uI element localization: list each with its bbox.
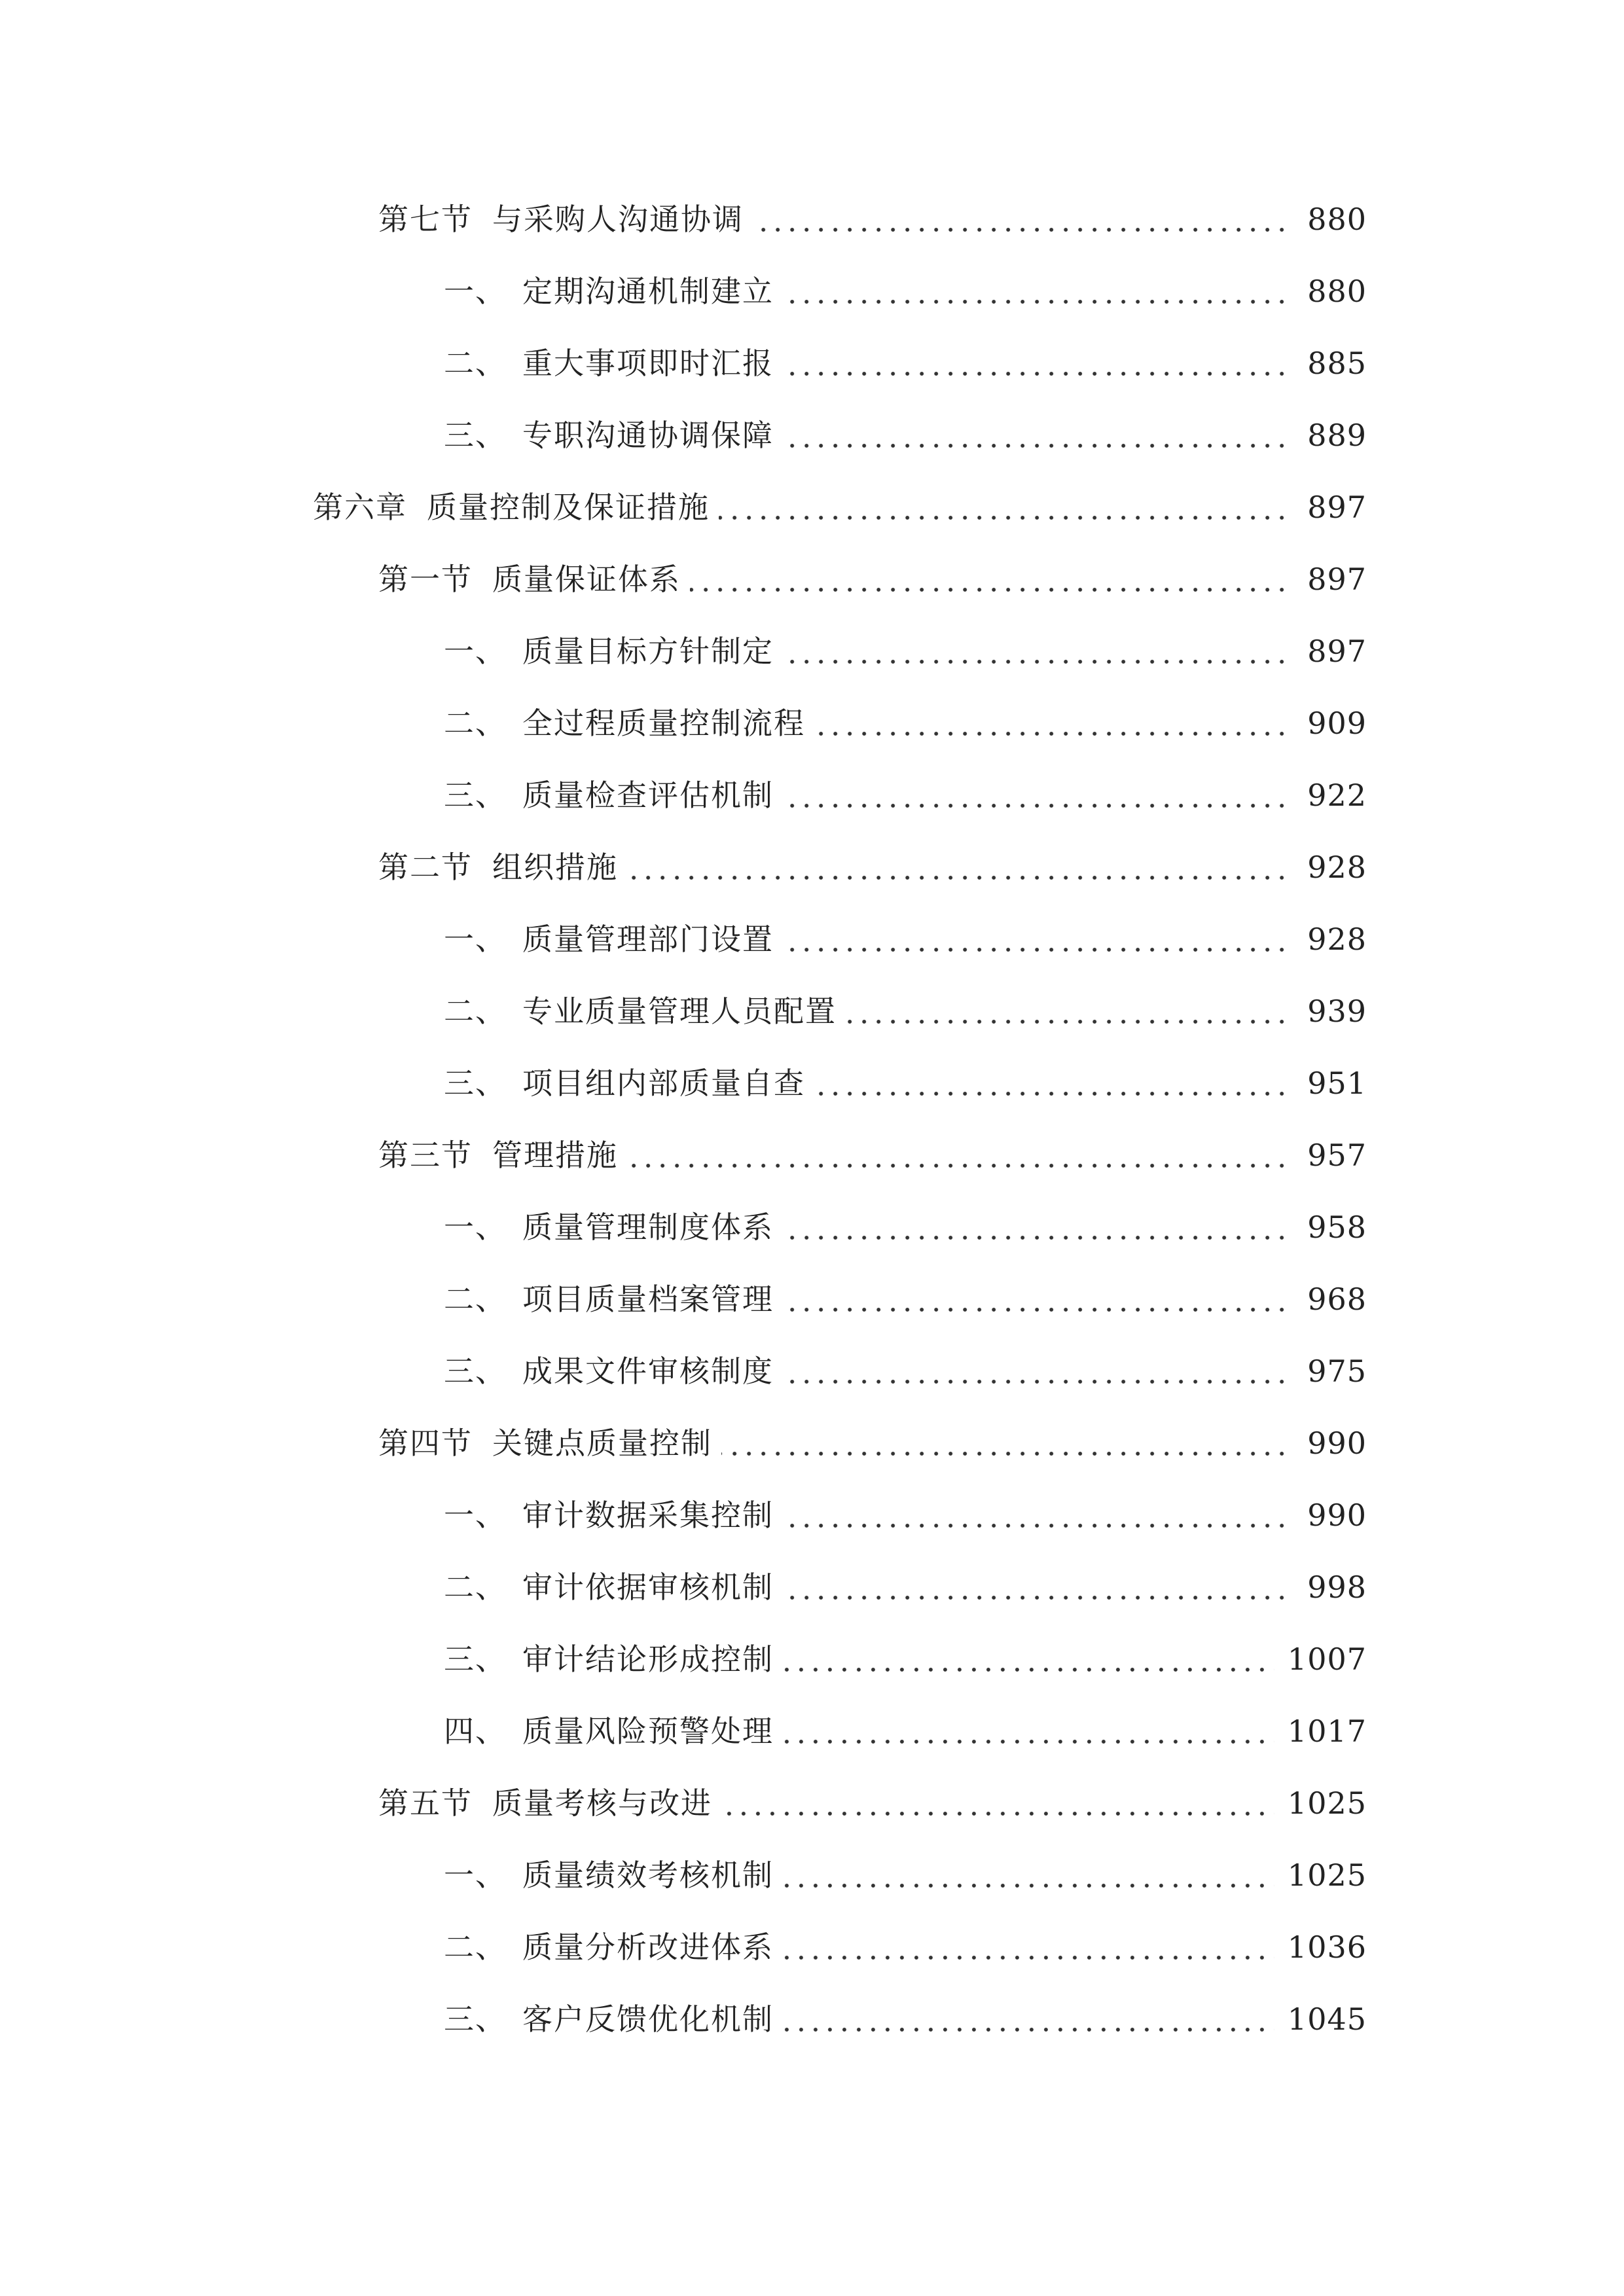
- toc-entry[interactable]: [0, 903, 1624, 975]
- toc-entry[interactable]: [0, 759, 1624, 831]
- toc-entry-title: 质量目标方针制定: [522, 634, 774, 669]
- toc-entry-number: 三、: [444, 1354, 507, 1389]
- dot-leader: [627, 1164, 1294, 1168]
- toc-entry[interactable]: [0, 1911, 1624, 1983]
- toc-entry-label: [444, 1839, 774, 1911]
- toc-page-number: 1017: [1287, 1713, 1367, 1749]
- toc-entry-label: [378, 1407, 712, 1479]
- toc-entry-title: 审计结论形成控制: [522, 1641, 774, 1677]
- dot-leader: [783, 1668, 1274, 1672]
- toc-page-number: 880: [1307, 274, 1367, 309]
- toc-entry-label: [313, 471, 710, 543]
- toc-entry-title: 关键点质量控制: [492, 1426, 712, 1461]
- dot-leader: [627, 876, 1294, 880]
- dot-leader: [783, 804, 1294, 808]
- toc-entry-number: 二、: [444, 1282, 507, 1317]
- toc-entry-label: [444, 759, 774, 831]
- toc-entry-title: 定期沟通机制建立: [522, 274, 774, 309]
- dot-leader: [783, 372, 1294, 376]
- dot-leader: [783, 660, 1294, 664]
- toc-page-number: 990: [1307, 1426, 1367, 1461]
- toc-entry-number: 第三节: [378, 1138, 473, 1173]
- toc-entry-title: 质量保证体系: [492, 562, 681, 597]
- toc-entry-label: [444, 1335, 774, 1407]
- dot-leader: [783, 1524, 1294, 1528]
- toc-page-number: 897: [1307, 634, 1367, 669]
- toc-entry-number: 三、: [444, 778, 507, 813]
- toc-page-number: 968: [1307, 1282, 1367, 1317]
- toc-entry-title: 项目组内部质量自查: [522, 1066, 805, 1101]
- toc-entry-number: 三、: [444, 418, 507, 453]
- toc-entry-label: [444, 615, 774, 687]
- toc-entry-title: 质量考核与改进: [492, 1785, 712, 1821]
- toc-entry[interactable]: [0, 831, 1624, 903]
- toc-entry-title: 质量管理制度体系: [522, 1210, 774, 1245]
- toc-entry-label: [444, 1983, 774, 2055]
- toc-entry-label: [444, 1191, 774, 1263]
- toc-entry[interactable]: [0, 1119, 1624, 1191]
- toc-entry-number: 三、: [444, 1641, 507, 1677]
- toc-page-number: 909: [1307, 706, 1367, 741]
- dot-leader: [719, 516, 1294, 520]
- dot-leader: [783, 1956, 1274, 1960]
- toc-entry-label: [444, 1695, 774, 1767]
- toc-entry[interactable]: [0, 183, 1624, 255]
- toc-entry-number: 二、: [444, 706, 507, 741]
- toc-entry-title: 质量控制及保证措施: [427, 490, 710, 525]
- toc-entry-number: 第五节: [378, 1785, 473, 1821]
- toc-entry[interactable]: [0, 327, 1624, 399]
- toc-entry[interactable]: [0, 1263, 1624, 1335]
- toc-entry-label: [378, 1119, 618, 1191]
- toc-entry-label: [444, 1047, 805, 1119]
- toc-page-number: 1036: [1287, 1929, 1367, 1965]
- toc-entry[interactable]: [0, 615, 1624, 687]
- toc-entry[interactable]: [0, 543, 1624, 615]
- dot-leader: [814, 732, 1294, 736]
- toc-entry[interactable]: [0, 975, 1624, 1047]
- toc-entry-number: 三、: [444, 2001, 507, 2037]
- toc-page-number: 958: [1307, 1210, 1367, 1245]
- toc-page-number: 889: [1307, 418, 1367, 453]
- dot-leader: [783, 1884, 1274, 1888]
- toc-entry-title: 专业质量管理人员配置: [522, 994, 837, 1029]
- toc-entry-title: 质量管理部门设置: [522, 922, 774, 957]
- dot-leader: [783, 2028, 1274, 2032]
- toc-entry-label: [378, 1767, 712, 1839]
- dot-leader: [783, 444, 1294, 448]
- toc-entry[interactable]: [0, 1839, 1624, 1911]
- toc-entry-title: 组织措施: [492, 850, 618, 885]
- dot-leader: [783, 1236, 1294, 1240]
- toc-page-number: 897: [1307, 490, 1367, 525]
- dot-leader: [783, 948, 1294, 952]
- toc-page-number: 951: [1307, 1066, 1367, 1101]
- toc-entry-title: 重大事项即时汇报: [522, 346, 774, 381]
- toc-entry[interactable]: [0, 1191, 1624, 1263]
- toc-entry-title: 项目质量档案管理: [522, 1282, 774, 1317]
- toc-entry-label: [378, 543, 681, 615]
- toc-entry[interactable]: [0, 255, 1624, 327]
- dot-leader: [846, 1020, 1294, 1024]
- toc-entry[interactable]: [0, 1767, 1624, 1839]
- toc-entry-number: 一、: [444, 634, 507, 669]
- toc-entry-title: 质量检查评估机制: [522, 778, 774, 813]
- toc-entry-number: 三、: [444, 1066, 507, 1101]
- toc-entry-label: [444, 1623, 774, 1695]
- dot-leader: [783, 1596, 1294, 1600]
- toc-page-number: 928: [1307, 850, 1367, 885]
- toc-page-number: 957: [1307, 1138, 1367, 1173]
- toc-entry-title: 全过程质量控制流程: [522, 706, 805, 741]
- toc-entry-number: 第二节: [378, 850, 473, 885]
- toc-page-number: 939: [1307, 994, 1367, 1029]
- toc-entry-number: 一、: [444, 1857, 507, 1893]
- toc-entry[interactable]: [0, 1695, 1624, 1767]
- toc-entry-number: 二、: [444, 1929, 507, 1965]
- toc-entry-title: 与采购人沟通协调: [492, 202, 744, 237]
- dot-leader: [690, 588, 1294, 592]
- toc-entry-label: [378, 831, 618, 903]
- toc-page-number: 1025: [1287, 1857, 1367, 1893]
- toc-entry[interactable]: [0, 1983, 1624, 2055]
- toc-entry[interactable]: [0, 1623, 1624, 1695]
- toc-entry-label: [444, 399, 774, 471]
- toc-entry-number: 一、: [444, 1498, 507, 1533]
- toc-entry-label: [444, 903, 774, 975]
- dot-leader: [753, 228, 1294, 232]
- toc-page-number: 990: [1307, 1498, 1367, 1533]
- toc-entry-label: [444, 1551, 774, 1623]
- toc-entry[interactable]: [0, 1551, 1624, 1623]
- toc-entry-label: [444, 975, 837, 1047]
- toc-entry-number: 二、: [444, 994, 507, 1029]
- toc-entry-title: 审计数据采集控制: [522, 1498, 774, 1533]
- toc-page-number: 1025: [1287, 1785, 1367, 1821]
- toc-entry-title: 专职沟通协调保障: [522, 418, 774, 453]
- toc-entry[interactable]: [0, 471, 1624, 543]
- toc-entry[interactable]: [0, 399, 1624, 471]
- toc-entry-title: 质量绩效考核机制: [522, 1857, 774, 1893]
- toc-entry-label: [444, 1479, 774, 1551]
- toc-page-number: 928: [1307, 922, 1367, 957]
- dot-leader: [783, 300, 1294, 304]
- toc-entry-number: 第四节: [378, 1426, 473, 1461]
- toc-entry-number: 第一节: [378, 562, 473, 597]
- toc-entry[interactable]: [0, 1335, 1624, 1407]
- toc-page-number: 885: [1307, 346, 1367, 381]
- toc-entry-title: 客户反馈优化机制: [522, 2001, 774, 2037]
- toc-entry-number: 二、: [444, 1570, 507, 1605]
- toc-page-number: 880: [1307, 202, 1367, 237]
- toc-page-number: 897: [1307, 562, 1367, 597]
- dot-leader: [814, 1092, 1294, 1096]
- toc-entry-number: 一、: [444, 274, 507, 309]
- toc-entry-title: 成果文件审核制度: [522, 1354, 774, 1389]
- toc-entry-number: 第六章: [313, 490, 407, 525]
- toc-entry-number: 第七节: [378, 202, 473, 237]
- toc-page-number: 922: [1307, 778, 1367, 813]
- toc-entry-label: [378, 183, 744, 255]
- toc-entry-number: 二、: [444, 346, 507, 381]
- dot-leader: [783, 1740, 1274, 1744]
- toc-entry-label: [444, 1911, 774, 1983]
- dot-leader: [783, 1380, 1294, 1384]
- dot-leader: [721, 1452, 1294, 1456]
- toc-entry[interactable]: [0, 1479, 1624, 1551]
- toc-entry-title: 质量分析改进体系: [522, 1929, 774, 1965]
- toc-page-number: 1045: [1287, 2001, 1367, 2037]
- toc-entry-title: 质量风险预警处理: [522, 1713, 774, 1749]
- toc-entry-number: 四、: [444, 1713, 507, 1749]
- dot-leader: [783, 1308, 1294, 1312]
- toc-entry-title: 审计依据审核机制: [522, 1570, 774, 1605]
- toc-page-number: 1007: [1287, 1641, 1367, 1677]
- toc-entry-number: 一、: [444, 1210, 507, 1245]
- toc-entry-label: [444, 687, 805, 759]
- toc-page-number: 998: [1307, 1570, 1367, 1605]
- toc-entry-number: 一、: [444, 922, 507, 957]
- toc-entry-title: 管理措施: [492, 1138, 618, 1173]
- toc-entry[interactable]: [0, 1047, 1624, 1119]
- toc-entry-label: [444, 1263, 774, 1335]
- toc-page-number: 975: [1307, 1354, 1367, 1389]
- toc-entry-label: [444, 255, 774, 327]
- toc-entry[interactable]: [0, 687, 1624, 759]
- toc-entry-label: [444, 327, 774, 399]
- dot-leader: [721, 1812, 1274, 1816]
- toc-entry[interactable]: [0, 1407, 1624, 1479]
